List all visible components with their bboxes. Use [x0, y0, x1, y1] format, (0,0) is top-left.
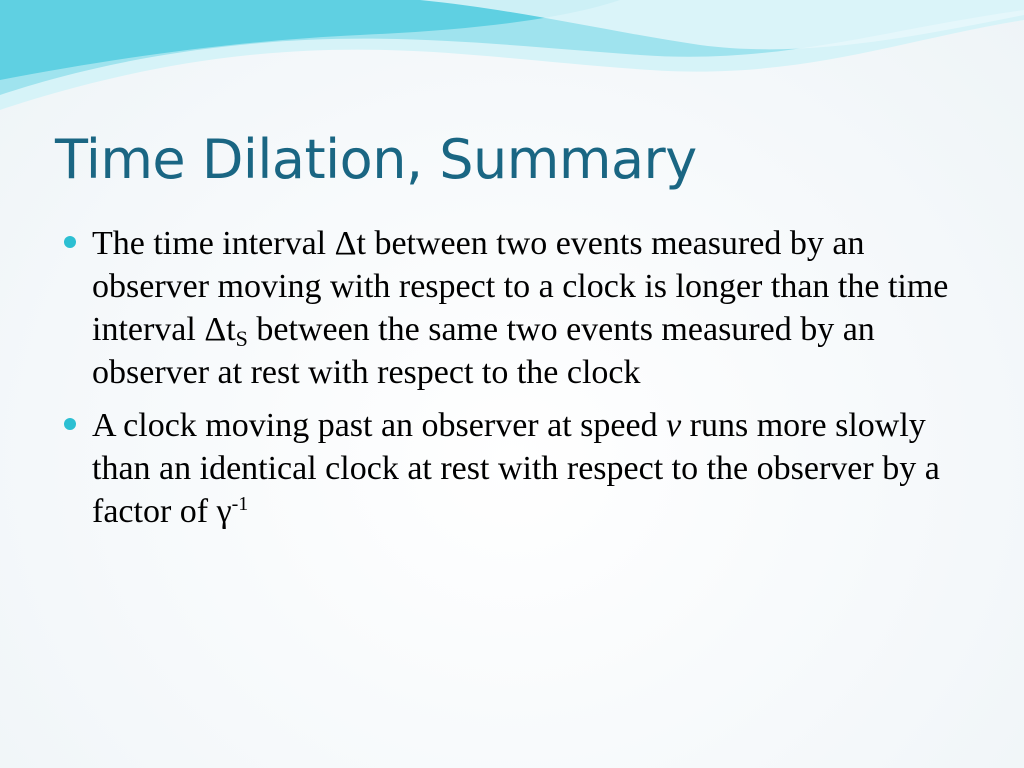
bullet-item [60, 404, 980, 533]
bullet-item [60, 222, 980, 394]
superscript-text: -1 [231, 493, 249, 515]
subscript-text: S [235, 326, 248, 351]
slide-body [60, 222, 980, 543]
slide-title: Time Dilation, Summary [55, 128, 697, 191]
bullet-text: A clock moving past an observer at speed [92, 407, 667, 444]
gamma-symbol: γ [216, 493, 232, 530]
bullet-dot-icon [64, 418, 76, 430]
variable-text: v [666, 407, 682, 444]
bullet-text: between the same two events measured by an observer at rest with respect to the clock [92, 311, 875, 391]
bullet-text: The time interval Δt between two events measured by an observer moving with respect to a clock is longer than the time interval Δt [92, 225, 949, 348]
bullet-dot-icon [64, 236, 76, 248]
header-wave-decoration [0, 0, 1024, 120]
bullet-text: runs more slowly than an identical clock at rest with respect to the observer by a factor of [92, 407, 940, 530]
